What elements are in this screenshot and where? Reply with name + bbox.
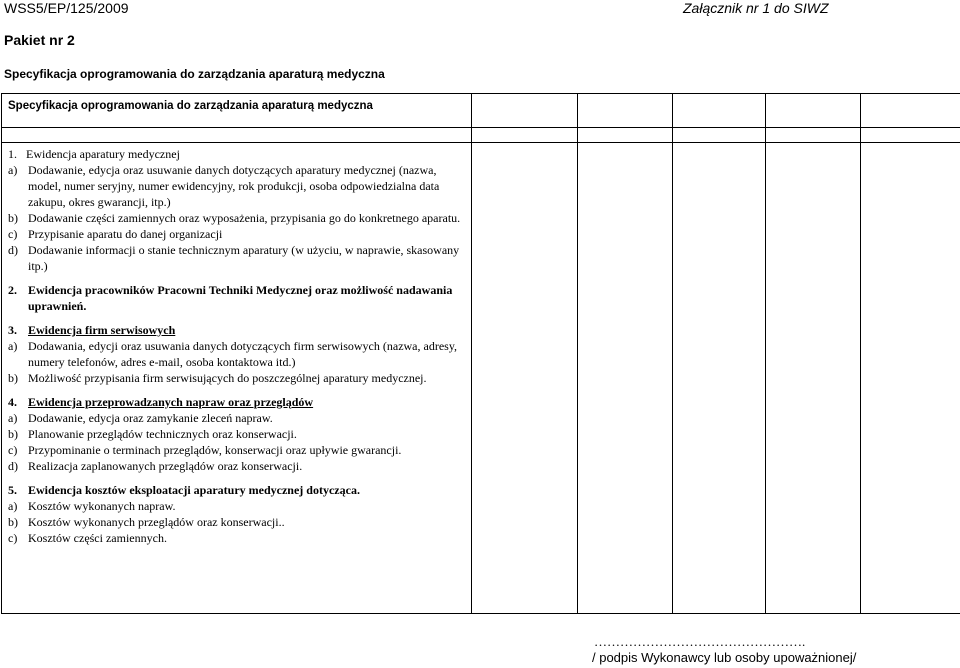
list-item	[8, 370, 467, 386]
section-4-title: Ewidencja przeprowadzanych napraw oraz przeglądów	[28, 395, 314, 409]
section-3-heading	[8, 322, 467, 338]
table-content-row	[2, 143, 960, 614]
section-3-number: 3.	[8, 323, 17, 337]
section-1-heading	[8, 146, 467, 162]
empty-cell	[861, 128, 960, 143]
list-label: a)	[8, 499, 18, 513]
list-text: Dodawania, edycji oraz usuwania danych dotyczących firm serwisowych (nazwa, adresy, numery telefonów, adres e-mail, osoba kontaktowa itd.)	[28, 339, 458, 369]
list-label: d)	[8, 243, 18, 257]
section-4-heading	[8, 394, 467, 410]
section-2-title: Ewidencja pracowników Pracowni Techniki Medycznej oraz możliwość nadawania uprawnień.	[28, 283, 453, 313]
section-5-heading	[8, 482, 467, 498]
list-text: Kosztów części zamiennych.	[28, 531, 167, 545]
signature-label: / podpis Wykonawcy lub osoby upoważnionej/	[592, 650, 857, 665]
list-text: Kosztów wykonanych napraw.	[28, 499, 176, 513]
empty-cell	[673, 143, 766, 614]
table-blank-row	[2, 128, 960, 143]
signature-line: ………………………………………….	[594, 634, 806, 649]
empty-cell	[766, 143, 861, 614]
list-label: b)	[8, 371, 18, 385]
attachment-label: Załącznik nr 1 do SIWZ	[683, 0, 829, 16]
list-item	[8, 426, 467, 442]
list-label: c)	[8, 227, 18, 241]
list-text: Dodawanie informacji o stanie technicznym aparatury (w użyciu, w naprawie, skasowany itp.)	[28, 243, 460, 273]
document-reference: WSS5/EP/125/2009	[4, 0, 129, 16]
empty-cell	[2, 128, 472, 143]
list-item	[8, 226, 467, 242]
empty-cell	[472, 143, 578, 614]
list-item	[8, 162, 467, 210]
empty-cell	[578, 143, 673, 614]
list-item	[8, 242, 467, 274]
section-3-title: Ewidencja firm serwisowych	[28, 323, 176, 337]
empty-cell	[766, 128, 861, 143]
list-item	[8, 442, 467, 458]
empty-cell	[472, 128, 578, 143]
list-item	[8, 410, 467, 426]
list-item	[8, 338, 467, 370]
list-text: Realizacja zaplanowanych przeglądów oraz konserwacji.	[28, 459, 303, 473]
empty-cell	[673, 94, 766, 128]
list-text: Przypominanie o terminach przeglądów, konserwacji oraz upływie gwarancji.	[28, 443, 402, 457]
list-label: d)	[8, 459, 18, 473]
list-text: Przypisanie aparatu do danej organizacji	[28, 227, 223, 241]
list-text: Możliwość przypisania firm serwisujących do poszczególnej aparatury medycznej.	[28, 371, 427, 385]
list-label: c)	[8, 443, 18, 457]
list-label: b)	[8, 427, 18, 441]
empty-cell	[578, 128, 673, 143]
package-title: Pakiet nr 2	[4, 32, 75, 48]
list-text: Kosztów wykonanych przeglądów oraz konserwacji..	[28, 515, 285, 529]
list-label: b)	[8, 515, 18, 529]
list-item	[8, 530, 467, 546]
table-title-row	[2, 94, 960, 128]
list-item	[8, 210, 467, 226]
empty-cell	[861, 143, 960, 614]
section-2-number: 2.	[8, 283, 17, 297]
list-item	[8, 458, 467, 474]
section-5-number: 5.	[8, 483, 17, 497]
section-2-heading	[8, 282, 467, 314]
list-item	[8, 498, 467, 514]
empty-cell	[472, 94, 578, 128]
list-text: Dodawanie, edycja oraz zamykanie zleceń napraw.	[28, 411, 273, 425]
empty-cell	[673, 128, 766, 143]
list-text: Dodawanie części zamiennych oraz wyposażenia, przypisania go do konkretnego aparatu.	[28, 211, 461, 225]
list-label: b)	[8, 211, 18, 225]
list-label: a)	[8, 163, 18, 177]
list-item	[8, 514, 467, 530]
empty-cell	[578, 94, 673, 128]
requirements-cell	[2, 143, 472, 614]
list-text: Dodawanie, edycja oraz usuwanie danych dotyczących aparatury medycznej (nazwa, model, numer seryjny, numer ewidencyjny, rok produkcji, osoba odpowiedzialna data zakupu, okres gwarancji, itp.)	[28, 163, 440, 209]
empty-cell	[766, 94, 861, 128]
list-label: c)	[8, 531, 18, 545]
section-5-title: Ewidencja kosztów eksploatacji aparatury medycznej dotycząca.	[28, 483, 360, 497]
list-label: a)	[8, 411, 18, 425]
list-text: Planowanie przeglądów technicznych oraz konserwacji.	[28, 427, 297, 441]
section-4-number: 4.	[8, 395, 17, 409]
empty-cell	[861, 94, 960, 128]
section-1-title: Ewidencja aparatury medycznej	[26, 147, 180, 161]
specification-title: Specyfikacja oprogramowania do zarządzania aparaturą medyczna	[4, 67, 385, 81]
specification-table	[1, 93, 960, 614]
list-label: a)	[8, 339, 18, 353]
section-1-number: 1.	[8, 147, 17, 161]
table-title-cell: Specyfikacja oprogramowania do zarządzania aparaturą medyczna	[2, 94, 472, 128]
